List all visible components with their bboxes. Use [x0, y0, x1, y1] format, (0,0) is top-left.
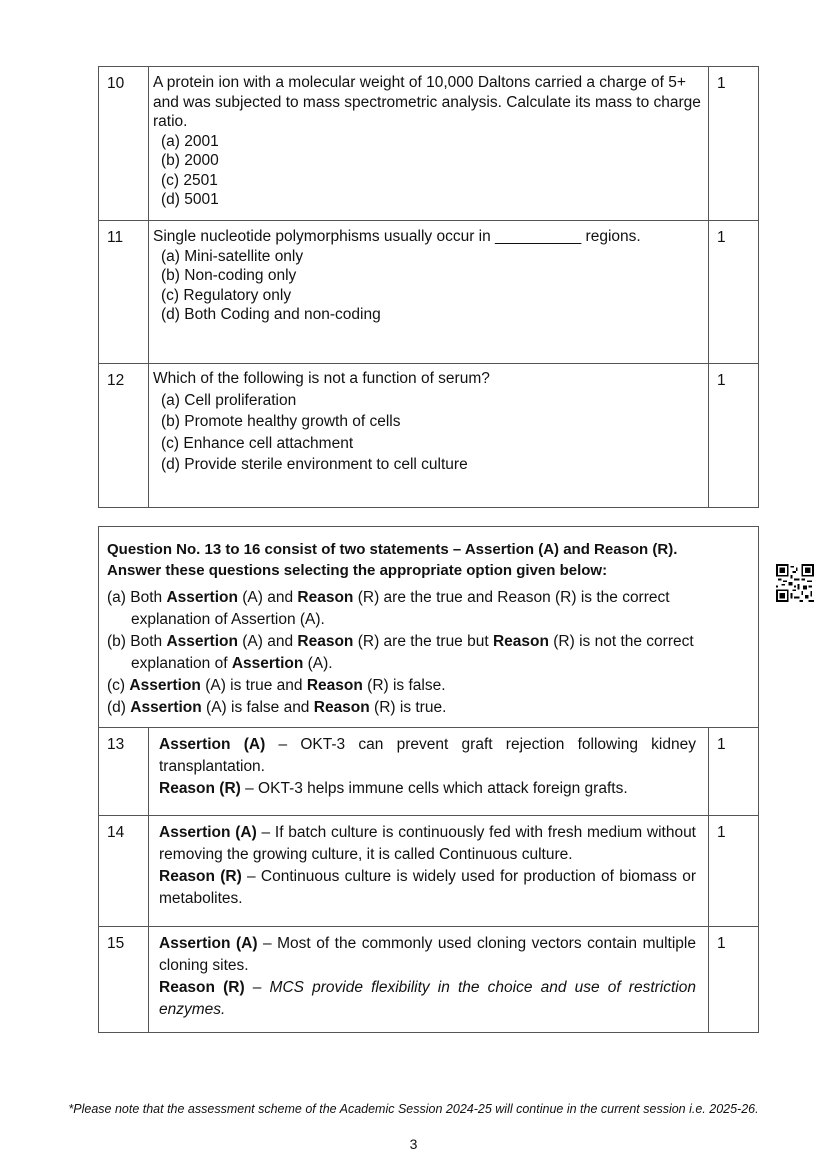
footer-note: *Please note that the assessment scheme of the Academic Session 2024-25 will continue in the current session i.e. 2025-26.	[68, 1102, 759, 1116]
instructions-block	[99, 527, 759, 728]
qr-code-icon	[776, 564, 814, 602]
option-c: (c) Enhance cell attachment	[161, 434, 354, 452]
instructions-heading-line-1: Question No. 13 to 16 consist of two statements – Assertion (A) and Reason (R).	[107, 541, 678, 558]
question-number: 13	[99, 728, 149, 816]
instruction-option-b: (b) Both Assertion (A) and Reason (R) are the true but Reason (R) is not the correct explanation of Assertion (A).	[107, 633, 694, 672]
question-number: 15	[99, 927, 149, 1033]
instructions-heading	[107, 539, 752, 581]
marks: 1	[709, 221, 759, 364]
mcq-table	[98, 66, 759, 508]
question-body	[149, 221, 709, 364]
option-d: (d) Both Coding and non-coding	[161, 306, 381, 323]
option-a: (a) Mini-satellite only	[161, 247, 304, 265]
marks: 1	[709, 927, 759, 1033]
question-row-11	[99, 221, 759, 364]
question-body	[149, 67, 709, 221]
reason: Reason (R) – Continuous culture is widely used for production of biomass or metabolites.	[159, 868, 696, 907]
option-b: (b) 2000	[161, 152, 219, 169]
option-c: (c) Regulatory only	[161, 286, 292, 304]
page-number: 3	[409, 1136, 418, 1152]
question-number: 14	[99, 816, 149, 927]
assertion: Assertion (A) – If batch culture is continuously fed with fresh medium without removing the growing culture, it is called Continuous culture.	[159, 824, 696, 863]
instructions-heading-line-2: Answer these questions selecting the appropriate option given below:	[107, 562, 608, 579]
question-stem: A protein ion with a molecular weight of 10,000 Daltons carried a charge of 5+ and was subjected to mass spectrometric analysis. Calculate its mass to charge ratio.	[153, 74, 701, 130]
question-body	[149, 728, 709, 816]
option-b: (b) Non-coding only	[161, 267, 297, 284]
assertion: Assertion (A) – Most of the commonly used cloning vectors contain multiple cloning sites.	[159, 935, 696, 974]
question-body	[149, 816, 709, 927]
question-row-15	[99, 927, 759, 1033]
option-b: (b) Promote healthy growth of cells	[161, 413, 401, 430]
instruction-option-c: (c) Assertion (A) is true and Reason (R) is false.	[107, 677, 446, 694]
question-row-12	[99, 364, 759, 508]
question-row-14	[99, 816, 759, 927]
assertion-reason-table	[98, 526, 759, 1033]
question-stem: Single nucleotide polymorphisms usually occur in __________ regions.	[153, 228, 641, 245]
assertion: Assertion (A) – OKT-3 can prevent graft rejection following kidney transplantation.	[159, 736, 696, 775]
question-number: 12	[99, 364, 149, 508]
option-d: (d) Provide sterile environment to cell culture	[161, 456, 468, 473]
marks: 1	[709, 67, 759, 221]
option-c: (c) 2501	[161, 171, 218, 189]
instruction-option-d: (d) Assertion (A) is false and Reason (R) is true.	[107, 699, 447, 716]
question-body	[149, 927, 709, 1033]
marks: 1	[709, 816, 759, 927]
option-d: (d) 5001	[161, 191, 219, 208]
question-row-13	[99, 728, 759, 816]
question-stem: Which of the following is not a function of serum?	[153, 370, 490, 387]
reason: Reason (R) – OKT-3 helps immune cells which attack foreign grafts.	[159, 780, 628, 797]
reason: Reason (R) – MCS provide flexibility in the choice and use of restriction enzymes.	[159, 979, 696, 1018]
question-number: 11	[99, 221, 149, 364]
marks: 1	[709, 364, 759, 508]
question-row-10	[99, 67, 759, 221]
question-body	[149, 364, 709, 508]
option-a: (a) Cell proliferation	[161, 391, 297, 409]
marks: 1	[709, 728, 759, 816]
instruction-option-a: (a) Both Assertion (A) and Reason (R) are the true and Reason (R) is the correct explanation of Assertion (A).	[107, 589, 670, 628]
option-a: (a) 2001	[161, 132, 219, 150]
question-number: 10	[99, 67, 149, 221]
instructions-row	[99, 527, 759, 728]
